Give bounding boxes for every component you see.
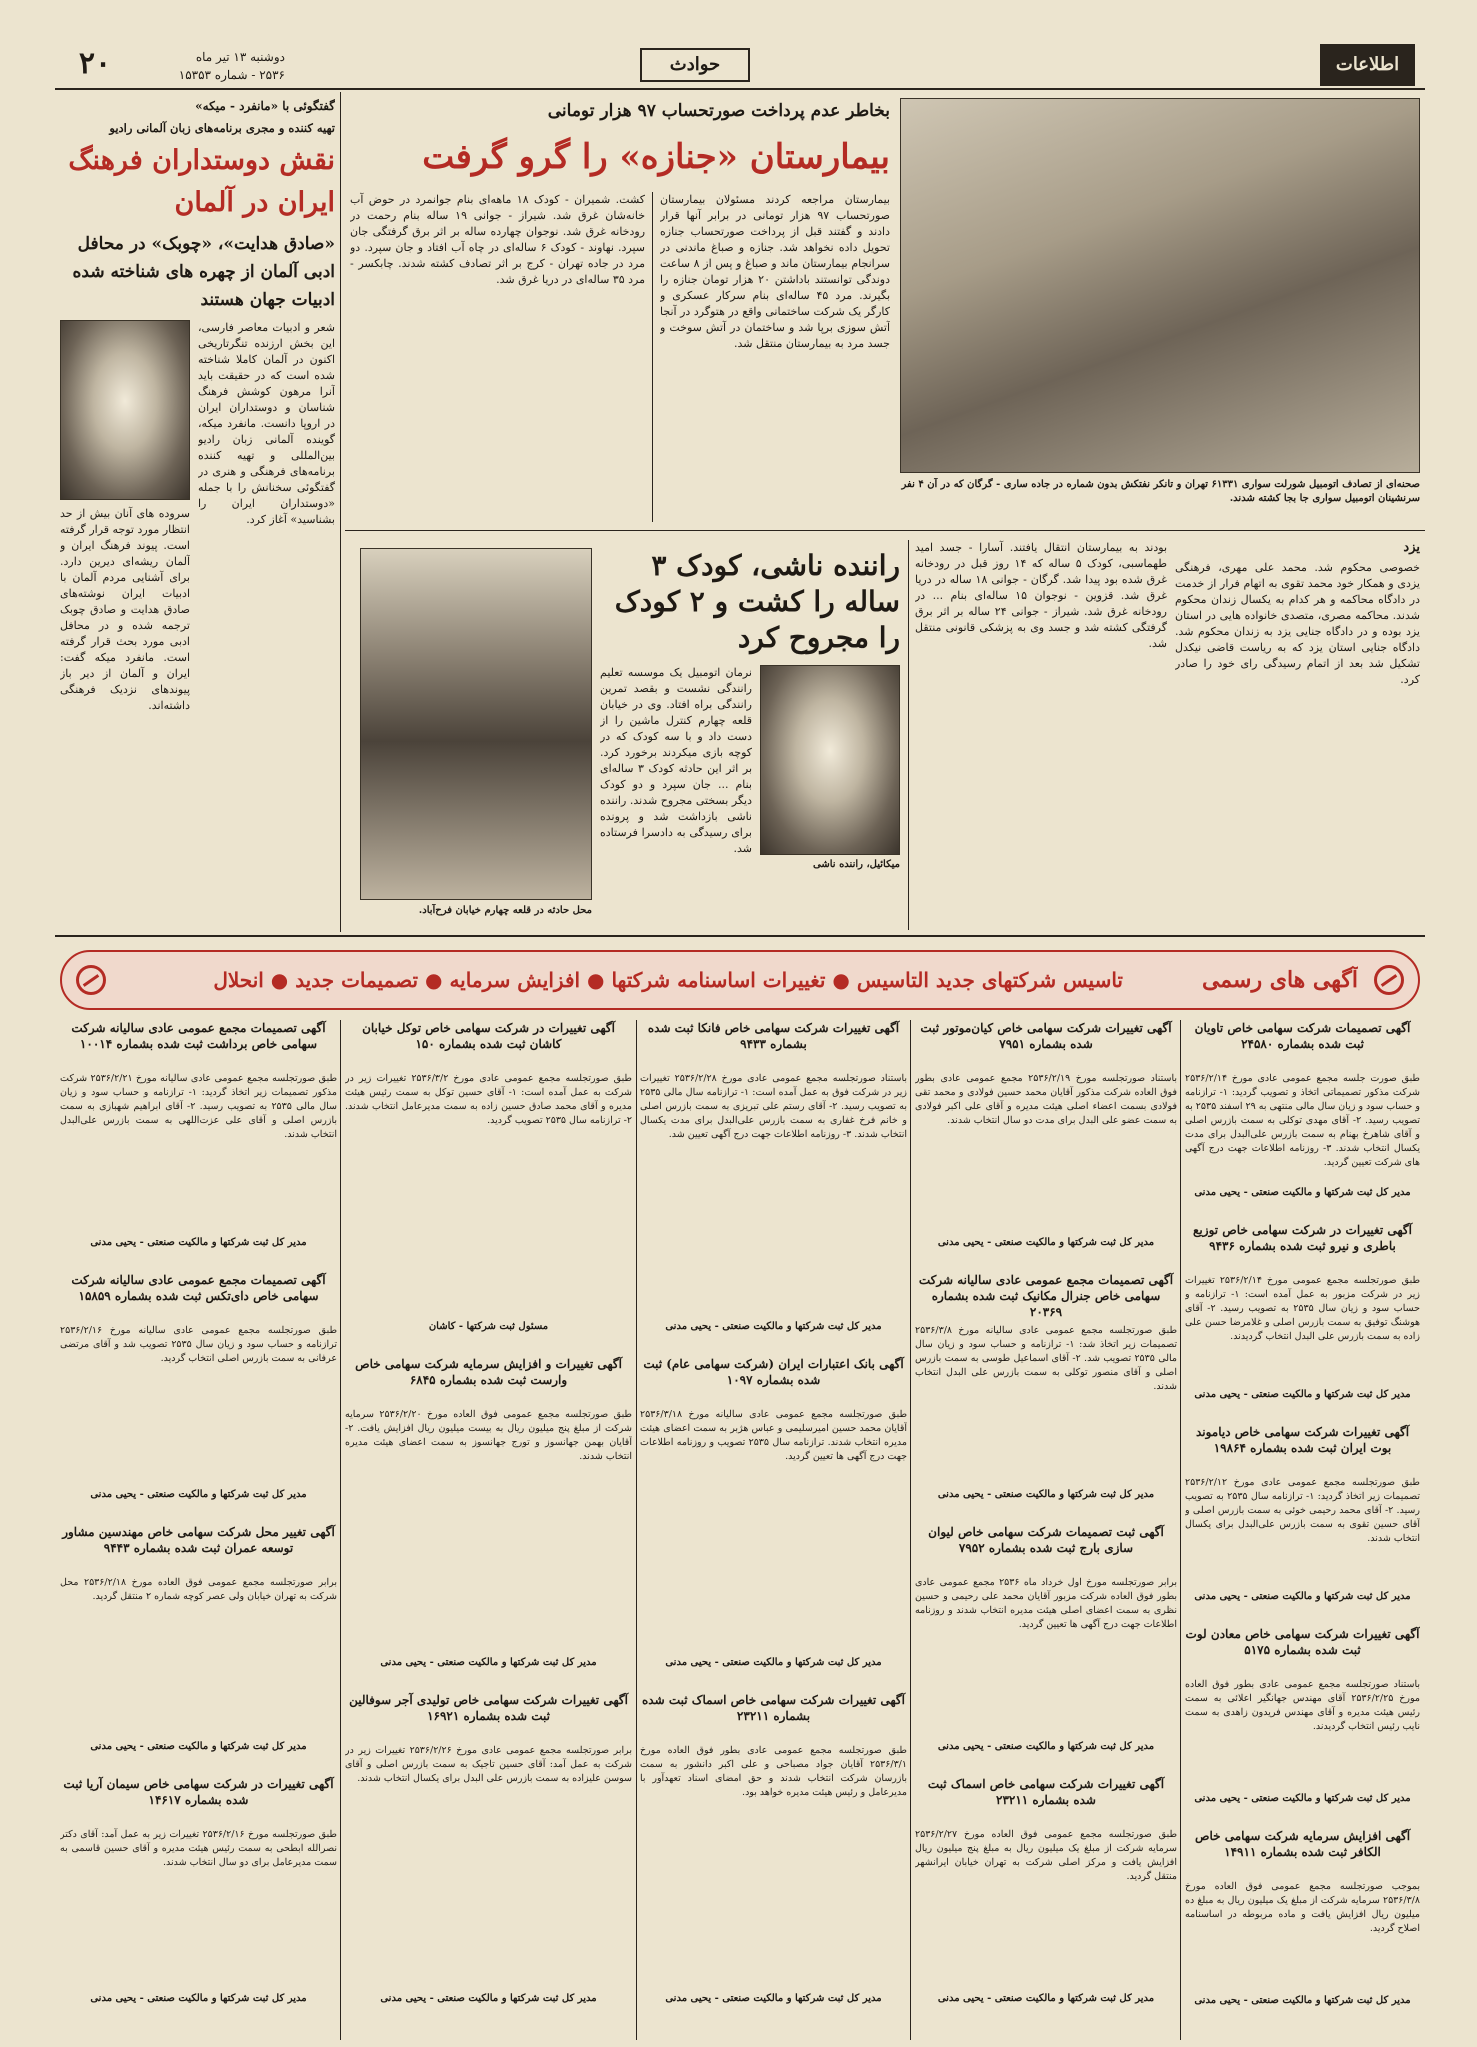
ad-body: طبق صورتجلسه مجمع عمومی عادی مورخ ۲۵۳۶/۲/۱۲ تصمیمات زیر اتخاذ گردید: ۱- ترازنامه سال ۲۵۳۵ به تصویب رسید. ۲- آقای محمد رحیمی خوئی به سمت بازرس اصلی و آقای حسین تقوی به سمت بازرس علی‌البدل برای یکسال انتخاب شدند. bbox=[1185, 1477, 1420, 1544]
ad-body: برابر صورتجلسه مورخ اول خرداد ماه ۲۵۳۶ مجمع عمومی عادی بطور فوق العاده شرکت مزبور آقایان محمد علی رحیمی و حسین نظری به سمت اعضای اصلی هیئت مدیره انتخاب شدند و روزنامه اطلاعات جهت درج آگهی ها تعیین گردید. bbox=[915, 1577, 1177, 1630]
ad-body: طبق صورتجلسه مجمع عمومی عادی سالیانه مورخ ۲۵۳۶/۳/۱۸ آقایان محمد حسین امیرسلیمی و عباس هژبر به سمت اعضای هیئت مدیره انتخاب شدند. ترازنامه سال ۲۵۳۵ تصویب و روزنامه اطلاعات جهت درج آگهی ها تعیین گردید. bbox=[640, 1409, 907, 1462]
section-bottom-rule bbox=[55, 935, 1425, 937]
ad-body: باستناد صورتجلسه مجمع عمومی عادی بطور فوق العاده مورخ ۲۵۳۶/۲/۲۵ آقای مهندس جهانگیر اعلائی به سمت رئیس هیئت مدیره و آقای مهندس فریدون زاهدی به سمت نایب رئیس انتخاب گردیدند. bbox=[1185, 1679, 1420, 1732]
ad-title: آگهی تصمیمات مجمع عمومی عادی سالیانه شرکت سهامی خاص دای‌تکس ثبت شده بشماره ۱۵۸۵۹ bbox=[71, 1273, 326, 1303]
ad-block bbox=[60, 1020, 337, 1266]
ads-column-4 bbox=[345, 1020, 632, 2040]
masthead-rule bbox=[55, 88, 1425, 90]
ad-body: طبق صورتجلسه مجمع عمومی عادی سالیانه مورخ ۲۵۳۶/۳/۸ تصمیمات زیر اتخاذ شد: ۱- ترازنامه و حساب سود و زیان سال مالی ۲۵۳۵ تصویب شد. ۲- آقای اسماعیل طوسی به سمت بازرس اصلی و آقای منصور توکلی به سمت بازرس علی البدل انتخاب شدند. bbox=[915, 1325, 1177, 1392]
ad-footer: مدیر کل ثبت شرکتها و مالکیت صنعتی - یحیی مدنی bbox=[937, 1993, 1155, 2004]
ad-body: طبق صورتجلسه مجمع عمومی فوق العاده مورخ ۲۵۳۶/۲/۲۰ سرمایه شرکت از مبلغ پنج میلیون ریال به بیست میلیون ریال افزایش یافت. ۲- آقایان بهمن جهانسوز و تورج جهانسوز به سمت اعضای هیئت مدیره انتخاب شدند. bbox=[345, 1409, 632, 1462]
ad-body: طبق صورتجلسه مجمع عمومی فوق العاده مورخ ۲۵۳۶/۲/۲۷ سرمایه شرکت از مبلغ یک میلیون ریال به مبلغ پنج میلیون ریال افزایش یافت و مرکز اصلی شرکت به تهران خیابان ایرانشهر منتقل گردید. bbox=[915, 1829, 1177, 1882]
issue-line: ۲۵۳۶ - شماره ۱۵۳۵۳ bbox=[178, 68, 285, 82]
ad-block bbox=[1185, 1828, 1420, 2024]
side-column-divider bbox=[340, 92, 341, 932]
ad-title: آگهی افزایش سرمایه شرکت سهامی خاص الکافر ثبت شده بشماره ۱۴۹۱۱ bbox=[1194, 1829, 1411, 1859]
banner-items: تاسیس شرکتهای جدید التاسیس ● تغییرات اساسنامه شرکتها ● افزایش سرمایه ● تصمیمات جدید ● انحلال bbox=[213, 968, 1123, 992]
driver-headline: راننده ناشی، کودک ۳ ساله را کشت و ۲ کودک را مجروح کرد bbox=[614, 549, 900, 654]
ad-title: آگهی تغییرات در شرکت سهامی خاص توکل خیابان کاشان ثبت شده بشماره ۱۵۰ bbox=[362, 1021, 615, 1051]
provincial-divider bbox=[908, 540, 909, 930]
ad-body: بموجب صورتجلسه مجمع عمومی فوق العاده مورخ ۲۵۳۶/۳/۸ سرمایه شرکت از مبلغ یک میلیون ریال به مبلغ ده میلیون ریال افزایش یافت و ماده مربوطه در اساسنامه اصلاح گردید. bbox=[1185, 1881, 1420, 1934]
ad-title: آگهی تصمیمات شرکت سهامی خاص تاویان ثبت شده بشماره ۲۴۵۸۰ bbox=[1194, 1021, 1411, 1051]
ad-title: آگهی تغییرات شرکت سهامی خاص فانکا ثبت شده بشماره ۹۴۳۳ bbox=[647, 1021, 900, 1051]
ad-block bbox=[915, 1524, 1177, 1770]
ad-block bbox=[640, 1356, 907, 1686]
accident-photo bbox=[900, 98, 1420, 473]
ad-footer: مدیر کل ثبت شرکتها و مالکیت صنعتی - یحیی مدنی bbox=[1194, 1591, 1411, 1602]
ad-footer: مدیر کل ثبت شرکتها و مالکیت صنعتی - یحیی مدنی bbox=[90, 1489, 307, 1500]
accident-photo-caption: صحنه‌ای از تصادف اتومبیل شورلت سواری ۶۱۳۳۱ تهران و تانکر نفتکش بدون شماره در جاده ساری - گرگان که در آن ۴ نفر سرنشینان اتومبیل سواری جا بجا کشته شدند. bbox=[901, 479, 1420, 504]
ad-title: آگهی تغییرات شرکت سهامی خاص اسماک ثبت شده بشماره ۲۳۲۱۱ bbox=[927, 1777, 1165, 1807]
ad-block bbox=[345, 1356, 632, 1686]
ad-title: آگهی ثبت تصمیمات شرکت سهامی خاص لیوان سازی بارج ثبت شده بشماره ۷۹۵۲ bbox=[928, 1525, 1164, 1555]
main-story-briefs: کشت. شمیران - کودک ۱۸ ماهه‌ای بنام جوانمرد در حوض آب خانه‌شان غرق شد. شیراز - جوانی ۱۹ ساله بنام رحمت در رودخانه غرق شد. نوجوان چهارده ساله بر اثر برق گرفتگی جان سپرد. نهاوند - کودک ۶ ساله‌ای در چاه آب افتاد و جان سپرد. دو مرد در جاده تهران - کرج بر اثر تصادف کشته شدند. چابکسر - مرد ۳۵ ساله‌ای در دریا غرق شد. bbox=[350, 193, 645, 286]
ads-divider bbox=[636, 1020, 637, 2040]
banner-title: آگهی های رسمی bbox=[1201, 967, 1358, 993]
ad-footer: مسئول ثبت شرکتها - کاشان bbox=[428, 1321, 549, 1332]
ad-block bbox=[1185, 1222, 1420, 1418]
yazd-title: یزد bbox=[1403, 540, 1420, 555]
mid-divider bbox=[345, 530, 1425, 531]
ad-body: طبق صورتجلسه مورخ ۲۵۳۶/۲/۱۶ تغییرات زیر به عمل آمد: آقای دکتر نصرالله ابطحی به سمت رئیس هیئت مدیره و آقای حسین قاسمی به سمت مدیرعامل برای دو سال انتخاب شدند. bbox=[60, 1829, 337, 1868]
no-entry-icon bbox=[76, 965, 106, 995]
manfred-portrait bbox=[60, 320, 190, 500]
ad-block bbox=[345, 1692, 632, 2022]
ad-title: آگهی تغییرات شرکت سهامی خاص کیان‌موتور ثبت شده بشماره ۷۹۵۱ bbox=[920, 1021, 1172, 1051]
ad-title: آگهی تصمیمات مجمع عمومی عادی سالیانه شرکت سهامی خاص برداشت ثبت شده بشماره ۱۰۰۱۴ bbox=[71, 1021, 326, 1051]
section-label: حوادث bbox=[640, 48, 750, 82]
ad-block bbox=[1185, 1626, 1420, 1822]
accident-scene-photo bbox=[360, 548, 592, 900]
ads-column-5 bbox=[60, 1020, 337, 2040]
ad-body: طبق صورتجلسه مجمع عمومی عادی بطور فوق العاده مورخ ۲۵۳۶/۳/۱ آقایان جواد مصباحی و علی اکبر دانشور به سمت بازرسان شرکت انتخاب شدند و حق امضای اسناد تعهدآور با مدیرعامل و رئیس هیئت مدیره خواهد بود. bbox=[640, 1745, 907, 1798]
masthead-logo bbox=[1320, 44, 1415, 86]
ad-title: آگهی بانک اعتبارات ایران (شرکت سهامی عام) ثبت شده بشماره ۱۰۹۷ bbox=[643, 1357, 904, 1387]
ads-divider bbox=[340, 1020, 341, 2040]
ad-footer: مدیر کل ثبت شرکتها و مالکیت صنعتی - یحیی مدنی bbox=[90, 1741, 307, 1752]
side-story-body-cont: سروده های آنان بیش از حد انتظار مورد توجه قرار گرفته است. پیوند فرهنگ ایران و آلمان ریشه‌ای دیرین دارد. برای آشنایی مردم آلمان با ادبیات ایران نوشته‌های صادق هدایت و صادق چوبک ترجمه شده و در محافل ادبی مورد بحث قرار گرفته است. مانفرد میکه گفت: ایران و آلمان از دیر باز پیوندهای نزدیک فرهنگی داشته‌اند. bbox=[60, 507, 190, 712]
ad-body: طبق صورت جلسه مجمع عمومی عادی مورخ ۲۵۳۶/۲/۱۴ شرکت مذکور تصمیماتی اتخاذ و تصویب گردید: ۱- ترازنامه و حساب سود و زیان سال مالی منتهی به ۲۹ اسفند ۲۵۳۵ به تصویب رسید. ۲- آقای مهدی توکلی به سمت بازرس اصلی و آقای شاهرخ بهنام به سمت بازرس علی‌البدل برای مدت یکسال انتخاب شدند. ۳- روزنامه اطلاعات جهت درج آگهی های شرکت تعیین گردید. bbox=[1185, 1073, 1420, 1168]
ad-footer: مدیر کل ثبت شرکتها و مالکیت صنعتی - یحیی مدنی bbox=[90, 1993, 307, 2004]
ad-body: باستناد صورتجلسه مجمع عمومی عادی مورخ ۲۵۳۶/۲/۲۸ تغییرات زیر در شرکت فوق به عمل آمده است: ۱- ترازنامه سال مالی ۲۵۳۵ به تصویب رسید. ۲- آقای رستم علی تبریزی به سمت بازرس اصلی و خانم فرخ غفاری به سمت بازرس علی‌البدل برای مدت یکسال انتخاب شدند. ۳- روزنامه اطلاعات جهت درج آگهی تعیین شد. bbox=[640, 1073, 907, 1140]
ad-footer: مدیر کل ثبت شرکتها و مالکیت صنعتی - یحیی مدنی bbox=[380, 1657, 597, 1668]
ad-block bbox=[640, 1020, 907, 1350]
ad-title: آگهی تصمیمات مجمع عمومی عادی سالیانه شرکت سهامی خاص جنرال مکانیک ثبت شده بشماره ۲۰۳۶۹ bbox=[918, 1273, 1174, 1319]
provincial-news-right bbox=[1175, 540, 1420, 930]
ad-title: آگهی تغییرات و افزایش سرمایه شرکت سهامی خاص وارست ثبت شده بشماره ۶۸۴۵ bbox=[355, 1357, 622, 1387]
page-number: ۲۰ bbox=[78, 46, 112, 81]
provincial-news-left bbox=[915, 540, 1167, 930]
side-subheadline: «صادق هدایت»، «چوبک» در محافل ادبی آلمان از چهره های شناخته شده ادبیات جهان هستند bbox=[72, 234, 335, 310]
ad-block bbox=[915, 1020, 1177, 1266]
ads-divider bbox=[910, 1020, 911, 2040]
ad-title: آگهی تغییرات شرکت سهامی خاص معادن لوت ثبت شده بشماره ۵۱۷۵ bbox=[1185, 1627, 1420, 1657]
logo-text: اطلاعات bbox=[1335, 54, 1400, 75]
ad-block bbox=[1185, 1424, 1420, 1620]
ad-block bbox=[915, 1776, 1177, 2022]
main-col-divider bbox=[652, 192, 653, 522]
ad-footer: مدیر کل ثبت شرکتها و مالکیت صنعتی - یحیی مدنی bbox=[380, 1993, 597, 2004]
ad-block bbox=[640, 1692, 907, 2022]
yazd-body: خصوصی محکوم شد. محمد علی مهری، فرهنگی یزدی و همکار خود محمد تقوی به اتهام فرار از خدمت در دادگاه محاکمه و هر کدام به یکسال زندان محکوم شدند. محاکمه مصری، متصدی خانواده هایی در استان یزد بوده و در دادگاه جنایی یزد به زندان محکوم شد. دادگاه جنایی استان یزد که به ریاست قاضی نیکدل تشکیل شد بعد از اتمام رسیدگی رای خود را صادر کرد. bbox=[1175, 561, 1420, 686]
ads-column-2 bbox=[915, 1020, 1177, 2040]
provincial-body: بودند به بیمارستان انتقال یافتند. آسارا - جسد امید طهماسبی، کودک ۵ ساله که ۱۴ روز قبل در رودخانه غرق شده بود پیدا شد. گرگان - جوانی ۱۸ ساله در دریا غرق شد. قزوین - نوجوان ۱۵ ساله‌ای بنام ... در رودخانه غرق شد. شیراز - جوانی ۲۴ ساله بر اثر برق گرفتگی کشته شد و جسد وی به پزشکی قانونی منتقل شد. bbox=[915, 541, 1167, 650]
no-entry-icon bbox=[1374, 965, 1404, 995]
ad-title: آگهی تغییرات در شرکت سهامی خاص سیمان آریا ثبت شده بشماره ۱۴۶۱۷ bbox=[63, 1777, 334, 1807]
ad-footer: مدیر کل ثبت شرکتها و مالکیت صنعتی - یحیی مدنی bbox=[1194, 1187, 1411, 1198]
accident-scene-caption: محل حادثه در قلعه چهارم خیابان فرح‌آباد. bbox=[418, 905, 592, 916]
ad-footer: مدیر کل ثبت شرکتها و مالکیت صنعتی - یحیی مدنی bbox=[665, 1993, 882, 2004]
driver-story-body: نرمان اتومبیل یک موسسه تعلیم رانندگی نشست و بقصد تمرین رانندگی براه افتاد. وی در خیابان قلعه چهارم کنترل ماشین را از دست داد و با سه کودک که در کوچه بازی میکردند برخورد کرد. بر اثر این حادثه کودک ۳ ساله‌ای بنام ... جان سپرد و دو کودک دیگر بسختی مجروح شدند. راننده ناشی بازداشت شد و پرونده برای رسیدگی به دادسرا فرستاده شد. bbox=[600, 666, 752, 855]
ad-footer: مدیر کل ثبت شرکتها و مالکیت صنعتی - یحیی مدنی bbox=[1194, 1995, 1411, 2006]
ad-footer: مدیر کل ثبت شرکتها و مالکیت صنعتی - یحیی مدنی bbox=[90, 1237, 307, 1248]
ad-body: طبق صورتجلسه مجمع عمومی عادی مورخ ۲۵۳۶/۳/۲ تغییرات زیر در شرکت به عمل آمده است: ۱- آقای حسین توکل به سمت رئیس هیئت مدیره و آقای محمد صادق حسین زاده به سمت مدیرعامل انتخاب شدند. ۲- ترازنامه سال ۲۵۳۵ تصویب گردید. bbox=[345, 1073, 632, 1126]
ad-block bbox=[1185, 1020, 1420, 1216]
ad-body: طبق صورتجلسه مجمع عمومی عادی سالیانه مورخ ۲۵۳۶/۲/۲۱ شرکت مذکور تصمیمات زیر اتخاذ گردید: ۱- ترازنامه و حساب سود و زیان سال مالی ۲۵۳۵ به تصویب رسید. ۲- آقای ابراهیم شهبازی به سمت بازرس اصلی و آقای علی عزت‌اللهی به سمت بازرس علی‌البدل انتخاب شدند. bbox=[60, 1073, 337, 1140]
ad-block bbox=[915, 1272, 1177, 1518]
side-subkicker: تهیه کننده و مجری برنامه‌های زبان آلمانی رادیو bbox=[109, 121, 335, 135]
ad-footer: مدیر کل ثبت شرکتها و مالکیت صنعتی - یحیی مدنی bbox=[665, 1657, 882, 1668]
ad-footer: مدیر کل ثبت شرکتها و مالکیت صنعتی - یحیی مدنی bbox=[1194, 1793, 1411, 1804]
ad-body: طبق صورتجلسه مجمع عمومی مورخ ۲۵۳۶/۲/۱۴ تغییرات زیر در شرکت مزبور به عمل آمده است: ۱- ترازنامه و حساب سود و زیان سال ۲۵۳۵ به تصویب رسید. ۲- آقای هوشنگ توفیق به سمت بازرس اصلی و غلامرضا حسن علی زاده به سمت بازرس علی البدل انتخاب گردیدند. bbox=[1185, 1275, 1420, 1342]
driver-portrait-caption: میکائیل، راننده ناشی bbox=[813, 859, 900, 870]
ad-footer: مدیر کل ثبت شرکتها و مالکیت صنعتی - یحیی مدنی bbox=[937, 1237, 1155, 1248]
ad-title: آگهی تغییرات در شرکت سهامی خاص توزیع باطری و نیرو ثبت شده بشماره ۹۴۳۶ bbox=[1193, 1223, 1412, 1253]
main-headline: بیمارستان «جنازه» را گرو گرفت bbox=[422, 137, 890, 177]
ad-block bbox=[60, 1272, 337, 1518]
ad-block bbox=[345, 1020, 632, 1350]
ad-body: طبق صورتجلسه مجمع عمومی عادی سالیانه مورخ ۲۵۳۶/۲/۱۶ ترازنامه و حساب سود و زیان سال ۲۵۳۵ تصویب شد و آقای مرتضی عرفانی به سمت بازرس اصلی انتخاب گردید. bbox=[60, 1325, 337, 1364]
official-notices-banner bbox=[60, 950, 1420, 1010]
ad-footer: مدیر کل ثبت شرکتها و مالکیت صنعتی - یحیی مدنی bbox=[665, 1321, 882, 1332]
ad-title: آگهی تغییر محل شرکت سهامی خاص مهندسین مشاور توسعه عمران ثبت شده بشماره ۹۴۴۳ bbox=[62, 1525, 335, 1555]
side-headline: نقش دوستداران فرهنگ ایران در آلمان bbox=[68, 145, 335, 218]
ads-divider bbox=[1180, 1020, 1181, 2040]
main-kicker: بخاطر عدم پرداخت صورتحساب ۹۷ هزار تومانی bbox=[547, 101, 890, 121]
side-story-body: شعر و ادبیات معاصر فارسی، این بخش ارزنده تنگرتاریخی اکنون در آلمان کاملا شناخته شده است که در حقیقت باید آنرا مرهون کوشش فرهنگ شناسان و دوستداران ایران در اروپا دانست. مانفرد میکه، گوینده آلمانی زبان رادیو بین‌المللی و تهیه کننده برنامه‌های فرهنگی و هنری در گفتگوئی سخنانش را با جمله «دوستداران ایران را بشناسید» آغاز کرد. bbox=[198, 321, 335, 526]
side-kicker: گفتگوئی با «مانفرد - میکه» bbox=[195, 99, 335, 113]
ad-footer: مدیر کل ثبت شرکتها و مالکیت صنعتی - یحیی مدنی bbox=[1194, 1389, 1411, 1400]
driver-portrait bbox=[760, 665, 900, 855]
ad-title: آگهی تغییرات شرکت سهامی خاص تولیدی آجر سوفالین ثبت شده بشماره ۱۶۹۲۱ bbox=[349, 1693, 628, 1723]
ads-column-3 bbox=[640, 1020, 907, 2040]
ad-footer: مدیر کل ثبت شرکتها و مالکیت صنعتی - یحیی مدنی bbox=[937, 1741, 1155, 1752]
ad-body: باستناد صورتجلسه مورخ ۲۵۳۶/۲/۱۹ مجمع عمومی عادی بطور فوق العاده شرکت مذکور آقایان محمد حسین فولادی و محمد تقی فولادی بسمت اعضاء اصلی هیئت مدیره و آقای علی اکبر فولادی به سمت عضو علی البدل برای مدت دو سال انتخاب شدند. bbox=[915, 1073, 1177, 1126]
ad-block bbox=[60, 1524, 337, 1770]
date-line: دوشنبه ۱۳ تیر ماه bbox=[195, 50, 285, 64]
main-story-body: بیمارستان مراجعه کردند مسئولان بیمارستان صورتحساب ۹۷ هزار تومانی در برابر آنها قرار دادند و گفتند قبل از پرداخت صورتحساب جنازه تحویل داده نخواهد شد. جنازه و صباغ ماندنی در سرانجام بیمارستان ماند و صباغ و پس از ۸ ساعت دوندگی توانستند باداشتن ۲۰ هزار تومان جنازه را بگیرند. مرد ۴۵ ساله‌ای بنام سرکار عسکری و کارگر یک شرکت ساختمانی واقع در هتوگرد در آنجا آتش سوزی برپا شد و ساختمان در آتش سوخت و جسد مرد به بیمارستان منتقل شد. bbox=[660, 193, 890, 350]
ad-body: برابر صورتجلسه مجمع عمومی عادی مورخ ۲۵۳۶/۲/۲۶ تغییرات زیر در شرکت به عمل آمد: آقای حسین تاجیک به سمت بازرس اصلی و آقای سوسن علیزاده به سمت بازرس علی البدل برای یکسال انتخاب شدند. bbox=[345, 1745, 632, 1784]
ad-title: آگهی تغییرات شرکت سهامی خاص دیاموند بوت ایران ثبت شده بشماره ۱۹۸۶۴ bbox=[1195, 1425, 1410, 1455]
ad-title: آگهی تغییرات شرکت سهامی خاص اسماک ثبت شده بشماره ۲۳۲۱۱ bbox=[642, 1693, 905, 1723]
ads-column-1 bbox=[1185, 1020, 1420, 2040]
ad-footer: مدیر کل ثبت شرکتها و مالکیت صنعتی - یحیی مدنی bbox=[937, 1489, 1155, 1500]
ad-block bbox=[60, 1776, 337, 2022]
ad-body: برابر صورتجلسه مجمع عمومی فوق العاده مورخ ۲۵۳۶/۲/۱۸ محل شرکت به تهران خیابان ولی عصر کوچه شماره ۲ منتقل گردید. bbox=[60, 1577, 337, 1602]
